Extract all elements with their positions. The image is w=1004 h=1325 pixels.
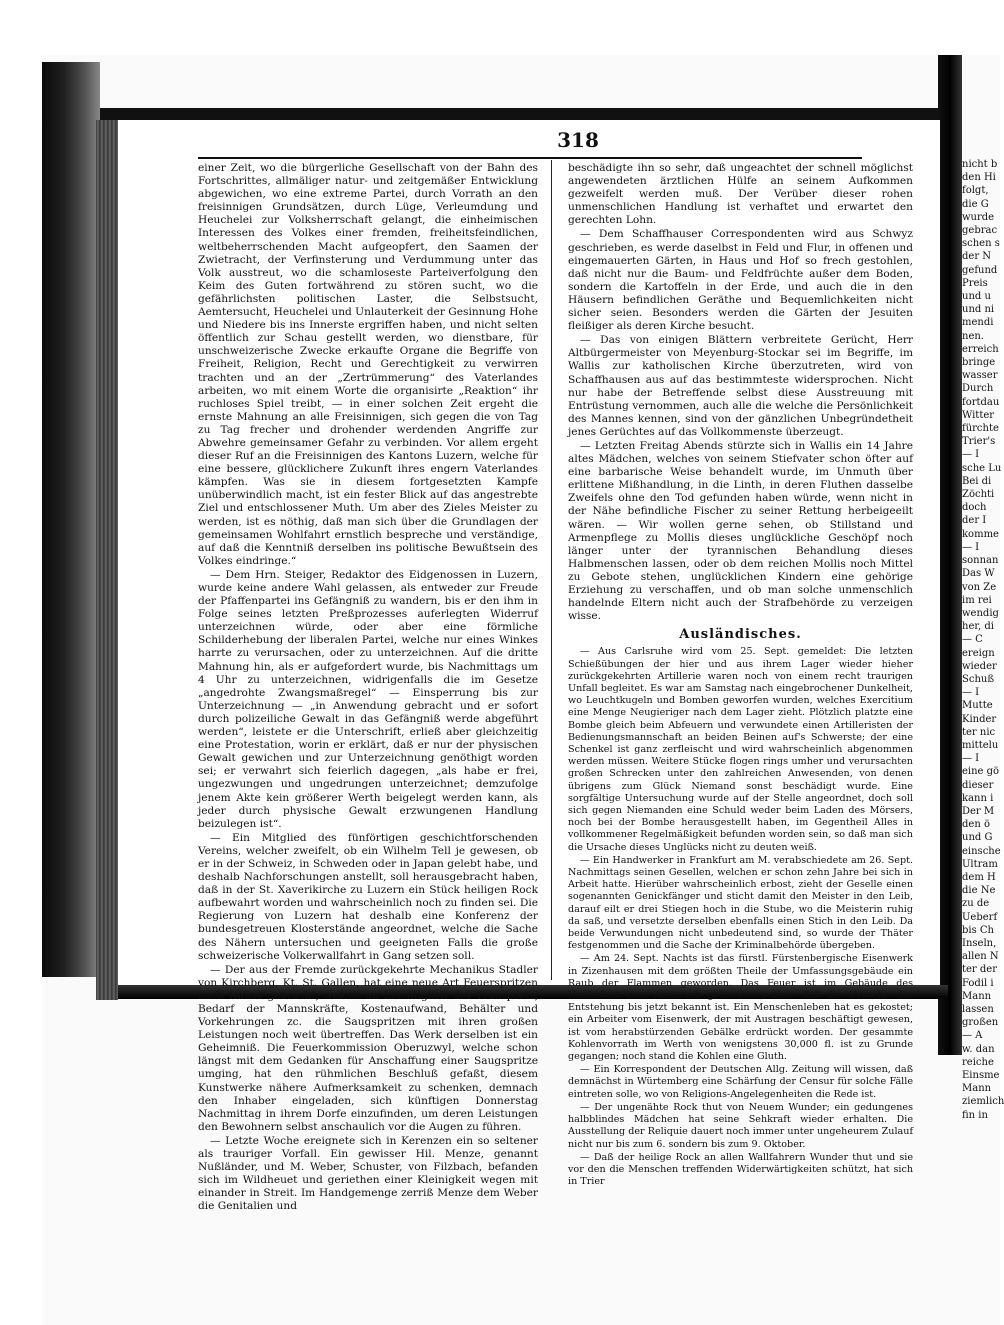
top-edge-shadow: [100, 108, 942, 120]
header-rule: [198, 157, 862, 159]
next-page-line: — I: [962, 687, 980, 699]
news-item: — Ein Korrespondent der Deutschen Allg. Zeitung will wissen, daß demnächst in Würtemberg eine Schärfung der Censur für solche Fälle eintreten solle, wo von Religions-Angelegenheiten die Rede ist.: [568, 1064, 913, 1100]
next-page-line: mendi: [962, 317, 994, 329]
next-page-line: Zöchti: [962, 489, 995, 501]
next-page-line: Ultram: [962, 858, 998, 870]
next-page-line: reiche: [962, 1056, 994, 1068]
next-page-line: dieser: [962, 779, 994, 791]
next-page-line: Ueberf: [962, 911, 998, 923]
next-page-line: — I: [962, 449, 980, 461]
next-page-line: fin in: [962, 1109, 988, 1121]
next-page-line: Schuß: [962, 673, 995, 685]
next-page-line: bis Ch: [962, 924, 995, 936]
next-page-line: wasser: [962, 370, 998, 382]
article-paragraph: — Dem Hrn. Steiger, Redaktor des Eidgenossen in Luzern, wurde keine andere Wahl gelassen, als entweder zur Freude der Pfaffenpartei ins Gefängniß zu wandern, bis er den ihm in Folge seines letzten Preßprozesses auferlegten Widerruf unterzeichnen würde, oder aber eine förmliche Schilderhebung der liberalen Partei, welche nur eines Winkes harrte zu verursachen, oder zu unterzeichnen. Auf die dritte Mahnung hin, als er aufgefordert wurde, bis Nachmittags um 4 Uhr zu unterzeichnen, widrigenfalls die im Gesetze „angedrohte Zwangsmaßregel“ — Einsperrung bis zur Unterzeichnung — „in Anwendung gebracht und er sofort durch polizeiliche Gewalt in das Gefängniß werde abgeführt werden“, leistete er die Unterschrift, erließ aber gleichzeitig eine Protestation, worin er erklärt, daß er nur der physischen Gewalt gewichen und zur Unterzeichnung genöthigt worden sei; er verwahrt sich feierlich dagegen, „als habe er frei, ungezwungen und ungedrungen unterzeichnet; demzufolge jenem Akte kein größerer Werth beigelegt werden kann, als jeder durch physische Gewalt erzwungenen Handlung beizulegen ist“.: [198, 568, 538, 830]
news-item: — Aus Carlsruhe wird vom 25. Sept. gemeldet: Die letzten Schießübungen der hier und aus ihrem Lager wieder hieher zurückgekehrten Artillerie waren noch von einem recht traurigen Unfall begleitet. Es war am Samstag nach eingebrochener Dunkelheit, wo Leuchtkugeln und Bomben geworfen wurden, welches Exercitium eine Menge Neugieriger nach dem Lager zieht. Plötzlich platzte eine Bombe gleich beim Abfeuern und verwundete einen Artilleristen der Bedienungsmannschaft an beiden Beinen auf's Schwerste; der eine Schenkel ist ganz zerfleischt und wird wahrscheinlich abgenommen werden müssen. Weitere Stücke flogen rings umher und verursachten großen Schrecken unter den zahlreichen Anwesenden, von denen übrigens zum Glück Niemand sonst beschädigt wurde. Eine sorgfältige Untersuchung wurde auf der Stelle angeordnet, doch soll sich gegen Niemanden eine Schuld weder beim Laden des Mörsers, noch bei der Bombe herausgestellt haben, im Gegentheil Alles in vollkommener Regelmäßigkeit befunden worden sein, so daß man sich die Ursache dieses Unglücks nicht zu deuten weiß.: [568, 646, 913, 853]
next-page-line: fortdau: [962, 396, 1000, 408]
article-paragraph: — Das von einigen Blättern verbreitete Gerücht, Herr Altbürgermeister von Meyenburg-Stockar sei im Begriffe, im Wallis zur katholischen Kirche überzutreten, wird von Schaffhausen aus auf das bestimmteste widersprochen. Nicht nur habe der Betreffende selbst diese Ausstreuung mit Entrüstung vernommen, auch alle die welche die Persönlichkeit des Mannes kennen, sind von der gänzlichen Unbegründetheit jenes Gerüchtes auf das Vollkommenste überzeugt.: [568, 334, 913, 438]
left-column: [198, 162, 538, 1215]
next-page-line: ziemlich: [962, 1096, 1004, 1108]
next-page-line: bringe: [962, 357, 996, 369]
article-paragraph: — Letzte Woche ereignete sich in Kerenzen ein so seltener als trauriger Vorfall. Ein gewisser Hil. Menze, genannt Nußländer, und M. Weber, Schuster, von Filzbach, befanden sich im Wildheuet und geriethen einer Kleinigkeit wegen mit einander in Streit. Im Handgemenge zerriß Menze dem Weber die Genitalien und: [198, 1134, 538, 1213]
article-paragraph: — Dem Schaffhauser Correspondenten wird aus Schwyz geschrieben, es werde daselbst in Feld und Flur, in offenen und eingemauerten Gärten, in Haus und Hof so frech gestohlen, daß nicht nur die Baum- und Feldfrüchte außer dem Boden, sondern die Kartoffeln in der Erde, und auch die in den Häusern befindlichen Geräthe und Bequemlichkeiten nicht sicher seien. Besonders werden die Gärten der Jesuiten fleißiger als deren Kirche besucht.: [568, 228, 913, 333]
next-page-line: Durch: [962, 383, 994, 395]
article-paragraph: — Ein Mitglied des fünförtigen geschichtforschenden Vereins, welcher zweifelt, ob ein Wilhelm Tell je gewesen, ob er in der Schweiz, in Schweden oder in Japan gelebt habe, und deshalb Nachforschungen anstellt, soll herausgebracht haben, daß in der St. Xaverikirche zu Luzern ein Stück heiligen Rock aufbewahrt worden und wahrscheinlich noch zu finden sei. Die Regierung von Luzern hat deshalb eine Konferenz der bundesgetreuen Klosterstände angeordnet, welche die Sache des Nähern untersuchen und geeigneten Falls die große schweizerische Volkerwallfahrt in Gang setzen soll.: [198, 831, 538, 962]
next-page-line: — A: [962, 1030, 983, 1042]
next-page-line: und G: [962, 832, 993, 844]
page-number: 318: [557, 128, 599, 152]
next-page-line: eine gö: [962, 766, 1000, 778]
next-page-line: gefund: [962, 264, 998, 276]
next-page-line: wieder: [962, 660, 997, 672]
next-page-line: Fodil i: [962, 977, 994, 989]
next-page-fragment: [962, 158, 1004, 1121]
next-page-line: mittelu: [962, 739, 999, 751]
article-paragraph: — Der aus der Fremde zurückgekehrte Mechanikus Stadler von Kirchberg, Kt. St. Gallen, hat eine neue Art Feuerspritzen nach Hause gebracht, welche an Leichtigkeit des Transports, Bedarf der Mannskräfte, Kostenaufwand, Behälter und Vorkehrungen zc. die Saugspritzen mit ihren großen Leistungen noch weit übertreffen. Das Werk derselben ist ein Geheimniß. Die Feuerkommission Oberuzwyl, welche schon längst mit dem Gedanken für Anschaffung einer Saugspritze umging, hat den rühmlichen Beschluß gefaßt, diesem Kunstwerke nähere Aufmerksamkeit zu schenken, demnach den Inhaber eingeladen, sich künftigen Donnerstag Nachmittag in ihrem Dorfe einzufinden, um deren Leistungen den Bewohnern selbst anschaulich vor die Augen zu führen.: [198, 963, 538, 1133]
next-page-line: Witter: [962, 409, 995, 421]
next-page-line: im rei: [962, 594, 992, 606]
next-page-line: Bei di: [962, 475, 992, 487]
next-page-line: die G: [962, 198, 989, 210]
next-page-line: ter nic: [962, 726, 996, 738]
gutter-shadow: [938, 55, 962, 1055]
next-page-line: Der M: [962, 805, 995, 817]
page-edges: [96, 120, 118, 1000]
next-page-line: Preis: [962, 277, 988, 289]
next-page-line: nen.: [962, 330, 984, 342]
next-page-line: kann i: [962, 792, 994, 804]
next-page-line: Das W: [962, 568, 995, 580]
next-page-line: der N: [962, 251, 992, 263]
next-page-line: Inseln,: [962, 937, 997, 949]
next-page-line: Mann: [962, 1083, 992, 1095]
next-page-line: folgt,: [962, 185, 989, 197]
news-item: — Am 24. Sept. Nachts ist das fürstl. Fürstenbergische Eisenwerk in Zizenhausen mit dem größten Theile der Umfassungsgebäude ein Raub der Flammen geworden. Das Feuer ist im Gebäude des Hochofens zum Ausbruch gekommen, ohne daß die Ursache der Entstehung bis jetzt bekannt ist. Ein Menschenleben hat es gekostet; ein Arbeiter vom Eisenwerk, der mit Austragen beschäftigt gewesen, ist vom herabstürzenden Gebälke erdrückt worden. Der gesammte Kohlenvorrath im Werth von wenigstens 30,000 fl. ist zu Grunde gegangen; noch stand die Kohlen eine Gluth.: [568, 953, 913, 1063]
next-page-line: ereign: [962, 647, 995, 659]
section-heading: Ausländisches.: [679, 627, 802, 643]
next-page-line: nicht b: [962, 159, 998, 170]
column-divider: [551, 160, 552, 980]
next-page-line: den ö: [962, 819, 990, 831]
next-page-line: sonnan: [962, 555, 999, 567]
next-page-line: der I: [962, 515, 987, 527]
newspaper-page: [118, 120, 940, 1213]
next-page-line: großen: [962, 1017, 999, 1029]
next-page-line: und ni: [962, 304, 995, 316]
next-page-line: lassen: [962, 1004, 994, 1015]
article-paragraph: — Letzten Freitag Abends stürzte sich in Wallis ein 14 Jahre altes Mädchen, welches von seinem Stiefvater schon öfter auf eine barbarische Weise behandelt wurde, im Unmuth über erlittene Mißhandlung, in die Linth, in deren Fluthen dasselbe Zweifels ohne den Tod gefunden haben würde, wenn nicht in der Nähe befindliche Fischer zu seiner Rettung herbeigeeilt wären. — Wir wollen gerne sehen, ob Stillstand und Armenpflege zu Mollis dieses unglückliche Geschöpf noch länger unter der tyrannischen Behandlung dieses Halbmenschen lassen, oder ob dem reichen Mollis noch Mittel zu Gebote stehen, unglücklichen Kindern eine gehörige Erziehung zu verschaffen, und ob man solche unmenschlich handelnde Eltern nicht auch der Strafbehörde zu verzeigen wisse.: [568, 439, 913, 623]
news-item: — Der ungenähte Rock thut von Neuem Wunder; ein gedungenes halbblindes Mädchen hat seine Sehkraft wieder erhalten. Die Ausstellung der Reliquie dauert noch immer unter ungeheurem Zulauf nicht nur bis zum 6. sondern bis zum 9. Oktober.: [568, 1101, 913, 1150]
article-paragraph: einer Zeit, wo die bürgerliche Gesellschaft von der Bahn des Fortschrittes, allmäliger natur- und zeitgemäßer Entwicklung abgewichen, wo eine extreme Partei, durch Vorrath an den freisinnigen Grundsätzen, durch Lüge, Verleumdung und Heuchelei zur Volksherrschaft gelangt, die einheimischen Interessen des Volkes einer fremden, freiheitsfeindlichen, weltbeherrschenden Macht aufgeopfert, den Saamen der Zwietracht, der Verfinsterung und Verdummung unter das Volk ausstreut, wo die schamloseste Parteiverfolgung den Keim des Guten fortwährend zu stören sucht, wo die gefährlichsten politischen Laster, die Selbstsucht, Aemtersucht, Heuchelei und Unlauterkeit der Gesinnung Hohe und Niedere bis ins Innerste ergriffen haben, und nicht selten öffentlich zur Schau gestellt werden, wo dienstbare, für unschweizerische Zwecke erkaufte Organe die Begriffe von Freiheit, Religion, Recht und Gerechtigkeit zu verwirren trachten und an der „Zertrümmerung“ des Vaterlandes arbeiten, wo mit einem Worte die organisirte „Reaktion“ ihr ruchloses Spiel treibt, — in einer solchen Zeit ergeht die ernste Mahnung an alle Freisinnigen, sich gegen die von Tag zu Tag frecher und drohender werdenden Angriffe zur Abwehre gemeinsamer Gefahr zu verbinden. Vor allem ergeht dieser Ruf an die Freisinnigen des Kantons Luzern, welche für eine bessere, glücklichere Zukunft ihres engern Vaterlandes kämpfen. Was sie in diesem fortgesetzten Kampfe unüberwindlich macht, ist ein fester Blick auf das angestrebte Ziel und entschlossener Muth. Um aber des Zieles Meister zu werden, ist es nöthig, daß man sich über die Grundlagen der gemeinsamen Wohlfahrt ernstlich bespreche und verständige, auf daß die Kenntniß derselben ins politische Bewußtsein des Volkes eindringe.“: [198, 162, 538, 567]
next-page-line: einsche: [962, 845, 1001, 857]
next-page-line: — I: [962, 753, 980, 765]
next-page-line: allen N: [962, 951, 999, 963]
next-page-line: erreich: [962, 343, 999, 355]
next-page-line: Trier's: [962, 436, 996, 448]
next-page-line: den Hi: [962, 172, 996, 184]
next-page-line: Mann: [962, 990, 992, 1002]
next-page-line: von Ze: [962, 581, 997, 593]
next-page-line: und u: [962, 291, 991, 303]
next-page-line: komme: [962, 528, 999, 540]
next-page-line: dem H: [962, 871, 996, 883]
right-column: [568, 162, 913, 1189]
article-paragraph: beschädigte ihn so sehr, daß ungeachtet der schnell möglichst angewendeten ärztlichen Hülfe an seinem Aufkommen gezweifelt werden muß. Der Verüber dieser rohen unmenschlichen Handlung ist verhaftet und erwartet den gerechten Lohn.: [568, 162, 913, 227]
next-page-line: — I: [962, 541, 980, 553]
next-page-line: — C: [962, 634, 983, 646]
next-page-line: wurde: [962, 211, 995, 223]
next-page-line: gebrac: [962, 225, 998, 237]
news-item: — Daß der heilige Rock an allen Wallfahrern Wunder thut und sie vor den die Menschen treffenden Widerwärtigkeiten schützt, hat sich in Trier: [568, 1151, 913, 1188]
next-page-line: Einsme: [962, 1070, 1000, 1082]
next-page-line: Mutte: [962, 700, 993, 712]
next-page-line: fürchte: [962, 423, 999, 435]
next-page-line: wendig: [962, 607, 999, 619]
next-page-line: her, di: [962, 621, 994, 633]
next-page-line: zu de: [962, 898, 990, 910]
next-page-line: Kinder: [962, 713, 997, 725]
next-page-line: w. dan: [962, 1043, 995, 1055]
next-page-line: schen s: [962, 238, 1000, 250]
next-page-line: sche Lu: [962, 462, 1002, 474]
news-item: — Ein Handwerker in Frankfurt am M. verabschiedete am 26. Sept. Nachmittags seinen Gesellen, welchen er schon zehn Jahre bei sich in Arbeit hatte. Hierüber wahrscheinlich erbost, zieht der Geselle einen sogenannten Genickfänger und sticht damit den Meister in den Leib, darauf eilt er drei Stiegen hoch in die Stube, wo die Meisterin ruhig da saß, und versetzte derselben ebenfalls einen Stich in den Leib. Da beide Verwundungen nicht unbedeutend sind, so wurde der Thäter festgenommen und die Sache der Kriminalbehörde übergeben.: [568, 854, 913, 952]
book-spine-shadow: [42, 62, 100, 977]
next-page-line: doch: [962, 502, 987, 514]
next-page-line: ter der: [962, 964, 997, 976]
next-page-line: die Ne: [962, 885, 996, 897]
